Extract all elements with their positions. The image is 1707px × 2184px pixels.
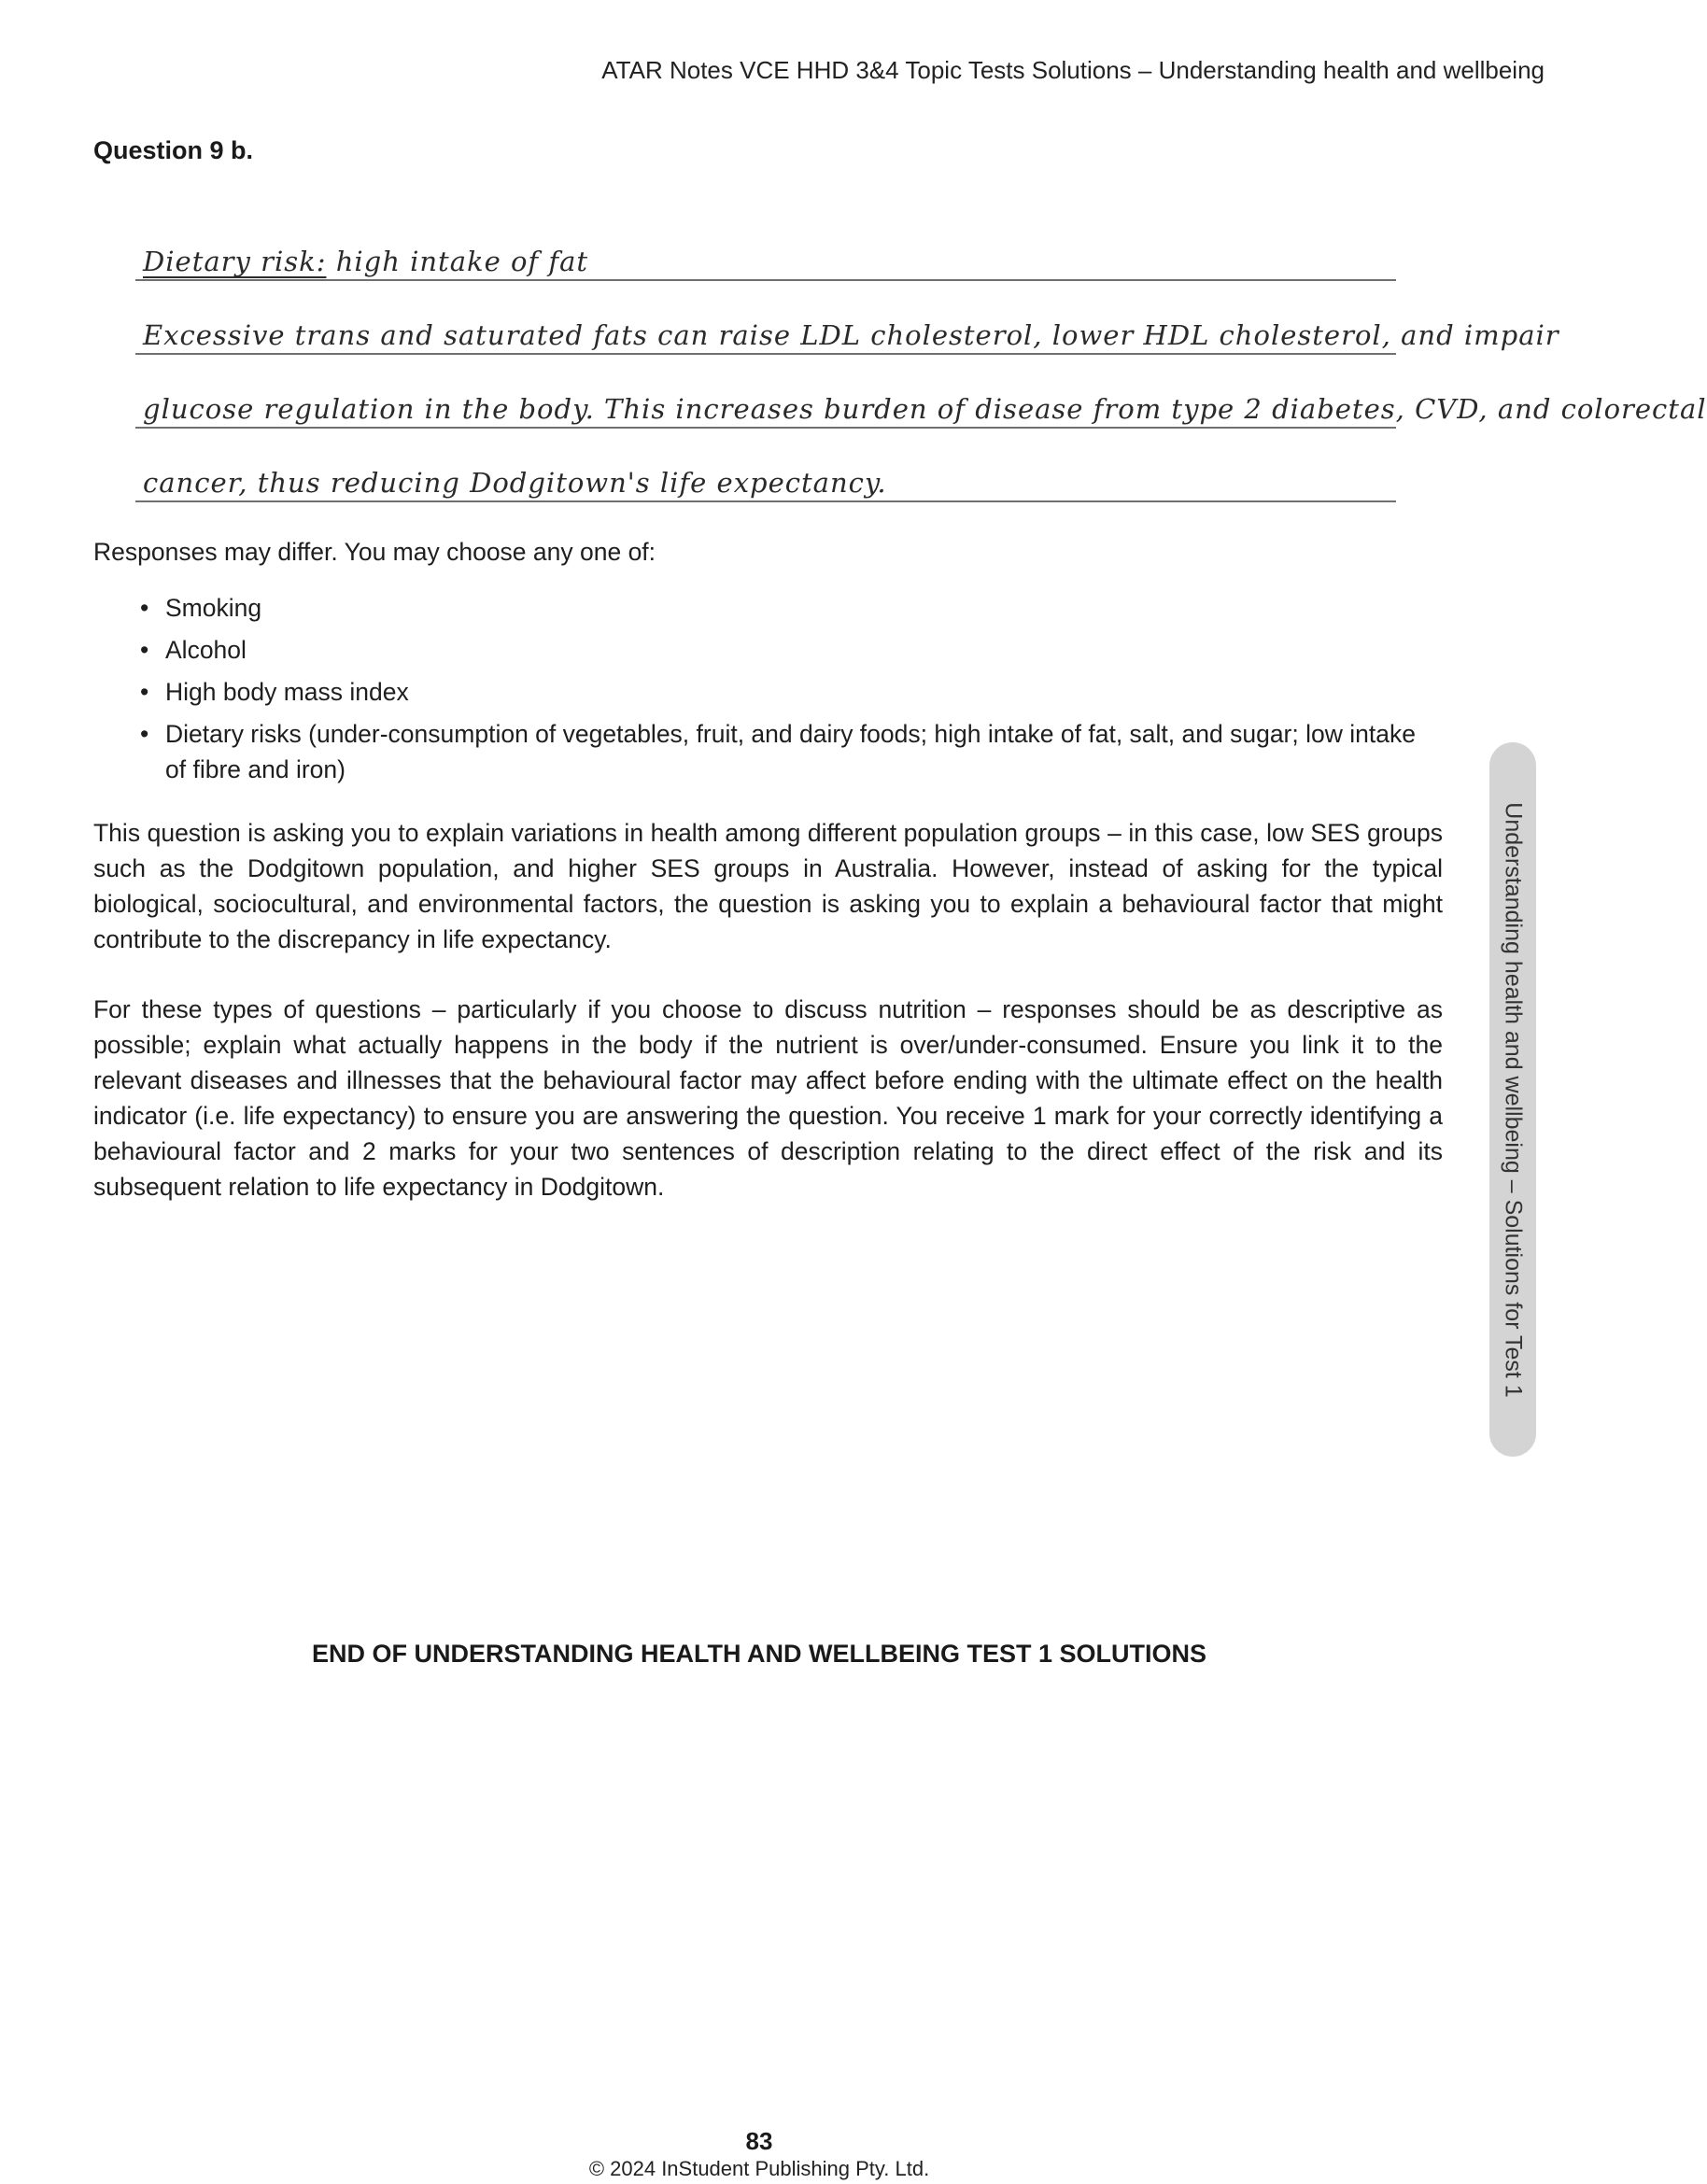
page-number: 83 — [745, 2127, 773, 2155]
answer-line-1-text: high intake of fat — [335, 246, 589, 277]
explanation-paragraph-2: For these types of questions – particularly if you choose to discuss nutrition – responses should be as descriptive as possible; explain what actually happens in the body if the nutrient is over/under-consumed. Ensure you link it to the relevant diseases and illnesses that the behavioural factor may affect before ending with the ultimate effect on the health indicator (i.e. life expectancy) to ensure you are answering the question. You receive 1 mark for your correctly identifying a behavioural factor and 2 marks for your two sentences of description relating to the direct effect of the risk and its subsequent relation to life expectancy in Dodgitown. — [93, 995, 1443, 1201]
answer-line-4: cancer, thus reducing Dodgitown's life expectancy. — [143, 467, 887, 499]
answer-line-2: Excessive trans and saturated fats can raise LDL cholesterol, lower HDL cholesterol, and impair — [143, 319, 1559, 351]
answer-line — [135, 207, 1396, 281]
list-item: • Alcohol — [93, 632, 1443, 668]
answer-line — [135, 355, 1707, 429]
answer-line-3: glucose regulation in the body. This increases burden of disease from type 2 diabetes, CVD, and colorectal — [143, 393, 1707, 425]
end-of-test-note: END OF UNDERSTANDING HEALTH AND WELLBEING TEST 1 SOLUTIONS — [312, 1640, 1206, 1668]
running-header: ATAR Notes VCE HHD 3&4 Topic Tests Solutions – Understanding health and wellbeing — [601, 56, 1545, 84]
copyright: © 2024 InStudent Publishing Pty. Ltd. — [588, 2157, 930, 2180]
handwritten-answer — [135, 207, 1707, 502]
side-tab-label: Understanding health and wellbeing – Solutions for Test 1 — [1500, 801, 1527, 1398]
explanation-paragraph-1: This question is asking you to explain variations in health among different population groups – in this case, low SES groups such as the Dodgitown population, and higher SES groups in Australia. However, instead of asking for the typical biological, sociocultural, and environmental factors, the question is asking you to explain a behavioural factor that might contribute to the discrepancy in life expectancy. — [93, 819, 1443, 953]
question-label: Question 9 b. — [93, 136, 254, 164]
section-side-tab — [1489, 742, 1536, 1457]
options-list — [93, 590, 1443, 794]
answer-line-1 — [143, 246, 588, 277]
answer-term: Dietary risk: — [143, 246, 327, 277]
options-intro: Responses may differ. You may choose any one of: — [93, 538, 656, 566]
list-item: • Smoking — [93, 590, 1443, 626]
list-item: • High body mass index — [93, 674, 1443, 710]
answer-line — [135, 429, 1396, 502]
answer-line — [135, 281, 1559, 355]
list-item: • Dietary risks (under-consumption of vegetables, fruit, and dairy foods; high intake of fat, salt, and sugar; low intake of fibre and iron) — [93, 716, 1443, 787]
